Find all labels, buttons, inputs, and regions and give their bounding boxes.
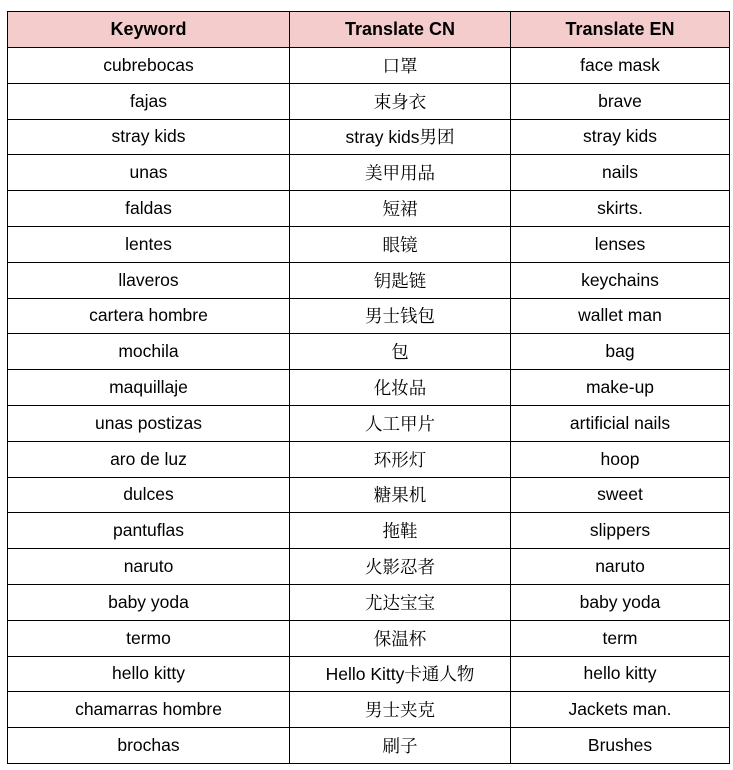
table-row bbox=[8, 549, 730, 585]
cell-keyword: aro de luz bbox=[8, 441, 290, 477]
table-row bbox=[8, 119, 730, 155]
cell-translate-en: hello kitty bbox=[511, 656, 730, 692]
cell-translate-cn: 刷子 bbox=[290, 728, 511, 764]
cell-translate-cn: stray kids男团 bbox=[290, 119, 511, 155]
cell-translate-en: term bbox=[511, 620, 730, 656]
table-row bbox=[8, 405, 730, 441]
cell-translate-cn: 男士钱包 bbox=[290, 298, 511, 334]
cell-translate-en: wallet man bbox=[511, 298, 730, 334]
cell-translate-en: naruto bbox=[511, 549, 730, 585]
cell-translate-en: slippers bbox=[511, 513, 730, 549]
cell-translate-cn: 男士夹克 bbox=[290, 692, 511, 728]
table-row bbox=[8, 513, 730, 549]
cell-translate-cn: 化妆品 bbox=[290, 370, 511, 406]
table-row bbox=[8, 262, 730, 298]
cell-translate-cn: 环形灯 bbox=[290, 441, 511, 477]
cell-keyword: hello kitty bbox=[8, 656, 290, 692]
keyword-translation-table bbox=[7, 11, 730, 764]
cell-translate-en: hoop bbox=[511, 441, 730, 477]
cell-keyword: naruto bbox=[8, 549, 290, 585]
table-row bbox=[8, 584, 730, 620]
cell-translate-cn: 眼镜 bbox=[290, 226, 511, 262]
table-row bbox=[8, 334, 730, 370]
table-row bbox=[8, 728, 730, 764]
cell-keyword: maquillaje bbox=[8, 370, 290, 406]
cell-translate-en: make-up bbox=[511, 370, 730, 406]
cell-translate-en: sweet bbox=[511, 477, 730, 513]
cell-translate-en: skirts. bbox=[511, 191, 730, 227]
table-row bbox=[8, 656, 730, 692]
cell-keyword: unas postizas bbox=[8, 405, 290, 441]
table-row bbox=[8, 692, 730, 728]
column-header-keyword: Keyword bbox=[8, 12, 290, 48]
cell-translate-cn: 钥匙链 bbox=[290, 262, 511, 298]
cell-keyword: stray kids bbox=[8, 119, 290, 155]
cell-translate-en: baby yoda bbox=[511, 584, 730, 620]
table-row bbox=[8, 620, 730, 656]
cell-keyword: llaveros bbox=[8, 262, 290, 298]
cell-translate-cn: 拖鞋 bbox=[290, 513, 511, 549]
cell-keyword: faldas bbox=[8, 191, 290, 227]
cell-keyword: brochas bbox=[8, 728, 290, 764]
cell-keyword: baby yoda bbox=[8, 584, 290, 620]
cell-translate-cn: 美甲用品 bbox=[290, 155, 511, 191]
cell-translate-en: stray kids bbox=[511, 119, 730, 155]
cell-translate-cn: 糖果机 bbox=[290, 477, 511, 513]
cell-keyword: dulces bbox=[8, 477, 290, 513]
table-row bbox=[8, 370, 730, 406]
cell-keyword: unas bbox=[8, 155, 290, 191]
cell-keyword: cubrebocas bbox=[8, 48, 290, 84]
cell-translate-cn: 口罩 bbox=[290, 48, 511, 84]
cell-keyword: chamarras hombre bbox=[8, 692, 290, 728]
cell-translate-cn: 人工甲片 bbox=[290, 405, 511, 441]
table-row bbox=[8, 48, 730, 84]
cell-translate-en: brave bbox=[511, 83, 730, 119]
table-row bbox=[8, 226, 730, 262]
table-row bbox=[8, 155, 730, 191]
cell-translate-en: Brushes bbox=[511, 728, 730, 764]
table-row bbox=[8, 441, 730, 477]
table-body bbox=[8, 48, 730, 764]
cell-keyword: lentes bbox=[8, 226, 290, 262]
cell-translate-en: artificial nails bbox=[511, 405, 730, 441]
cell-keyword: pantuflas bbox=[8, 513, 290, 549]
cell-translate-en: keychains bbox=[511, 262, 730, 298]
cell-keyword: termo bbox=[8, 620, 290, 656]
cell-translate-en: bag bbox=[511, 334, 730, 370]
column-header-translate-en: Translate EN bbox=[511, 12, 730, 48]
cell-keyword: fajas bbox=[8, 83, 290, 119]
cell-translate-en: Jackets man. bbox=[511, 692, 730, 728]
cell-translate-cn: 尤达宝宝 bbox=[290, 584, 511, 620]
keyword-translation-table-container bbox=[7, 11, 730, 764]
cell-translate-cn: 束身衣 bbox=[290, 83, 511, 119]
cell-translate-cn: 短裙 bbox=[290, 191, 511, 227]
cell-translate-en: nails bbox=[511, 155, 730, 191]
table-row bbox=[8, 477, 730, 513]
table-row bbox=[8, 298, 730, 334]
cell-translate-cn: 包 bbox=[290, 334, 511, 370]
cell-translate-cn: Hello Kitty卡通人物 bbox=[290, 656, 511, 692]
cell-keyword: cartera hombre bbox=[8, 298, 290, 334]
cell-translate-cn: 保温杯 bbox=[290, 620, 511, 656]
cell-translate-en: face mask bbox=[511, 48, 730, 84]
table-row bbox=[8, 191, 730, 227]
column-header-translate-cn: Translate CN bbox=[290, 12, 511, 48]
cell-translate-en: lenses bbox=[511, 226, 730, 262]
cell-keyword: mochila bbox=[8, 334, 290, 370]
table-header-row bbox=[8, 12, 730, 48]
table-row bbox=[8, 83, 730, 119]
cell-translate-cn: 火影忍者 bbox=[290, 549, 511, 585]
